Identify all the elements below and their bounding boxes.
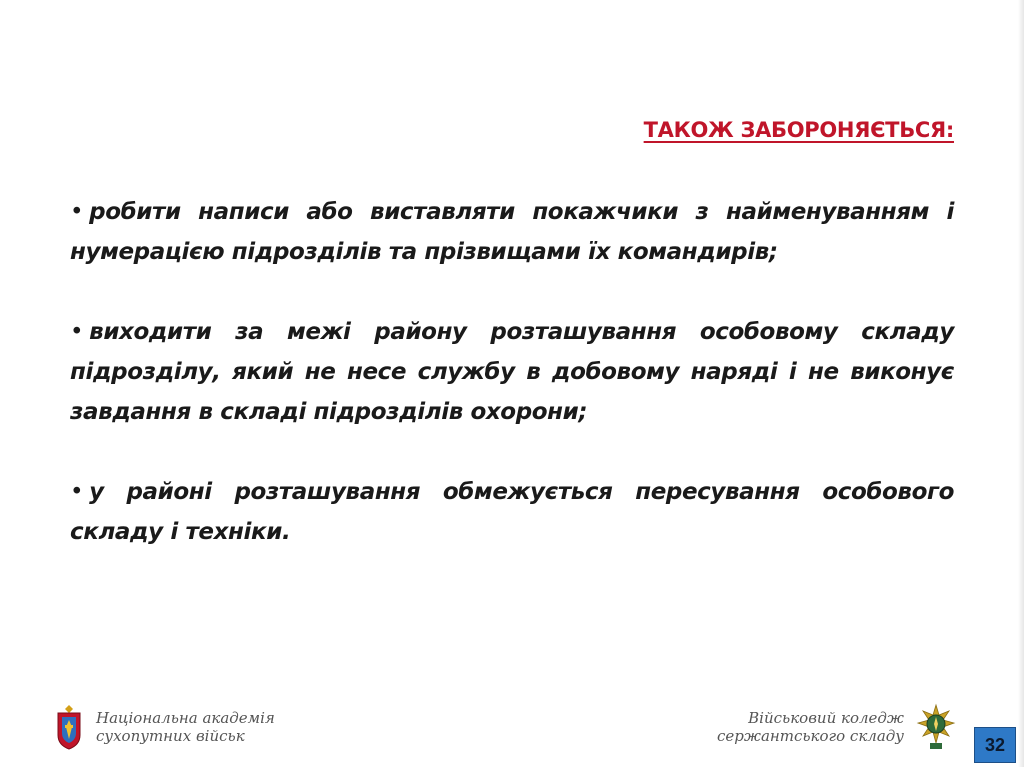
bullet-text: робити написи або виставляти покажчики з найменуванням і нумерацією підрозділів та прізвищами їх командирів; xyxy=(70,199,954,265)
footer-right xyxy=(717,703,956,751)
bullet-marker: • xyxy=(70,479,84,505)
footer-left-line2: сухопутних військ xyxy=(96,727,245,745)
footer-right-caption xyxy=(717,709,904,745)
college-emblem-icon xyxy=(916,703,956,751)
footer-right-line1: Військовий коледж xyxy=(748,709,904,727)
bullet-item xyxy=(70,312,954,432)
slide-edge-shadow xyxy=(1018,0,1024,767)
bullet-item xyxy=(70,192,954,272)
bullet-marker: • xyxy=(70,199,84,225)
bullet-text: виходити за межі району розташування особовому складу підрозділу, який не несе службу в добовому наряді і не виконує завдання в складі підрозділів охорони; xyxy=(70,319,954,425)
footer-right-line2: сержантського складу xyxy=(717,727,904,745)
footer-left-caption xyxy=(96,709,275,745)
bullet-list xyxy=(70,192,954,552)
page-number-badge: 32 xyxy=(974,727,1016,763)
footer-left xyxy=(54,703,275,751)
academy-crest-icon xyxy=(54,703,84,751)
footer-left-line1: Національна академія xyxy=(96,709,275,727)
bullet-item xyxy=(70,472,954,552)
bullet-text: у районі розташування обмежується пересування особового складу і техніки. xyxy=(70,479,954,545)
bullet-marker: • xyxy=(70,319,84,345)
slide-heading: ТАКОЖ ЗАБОРОНЯЄТЬСЯ: xyxy=(643,118,954,142)
